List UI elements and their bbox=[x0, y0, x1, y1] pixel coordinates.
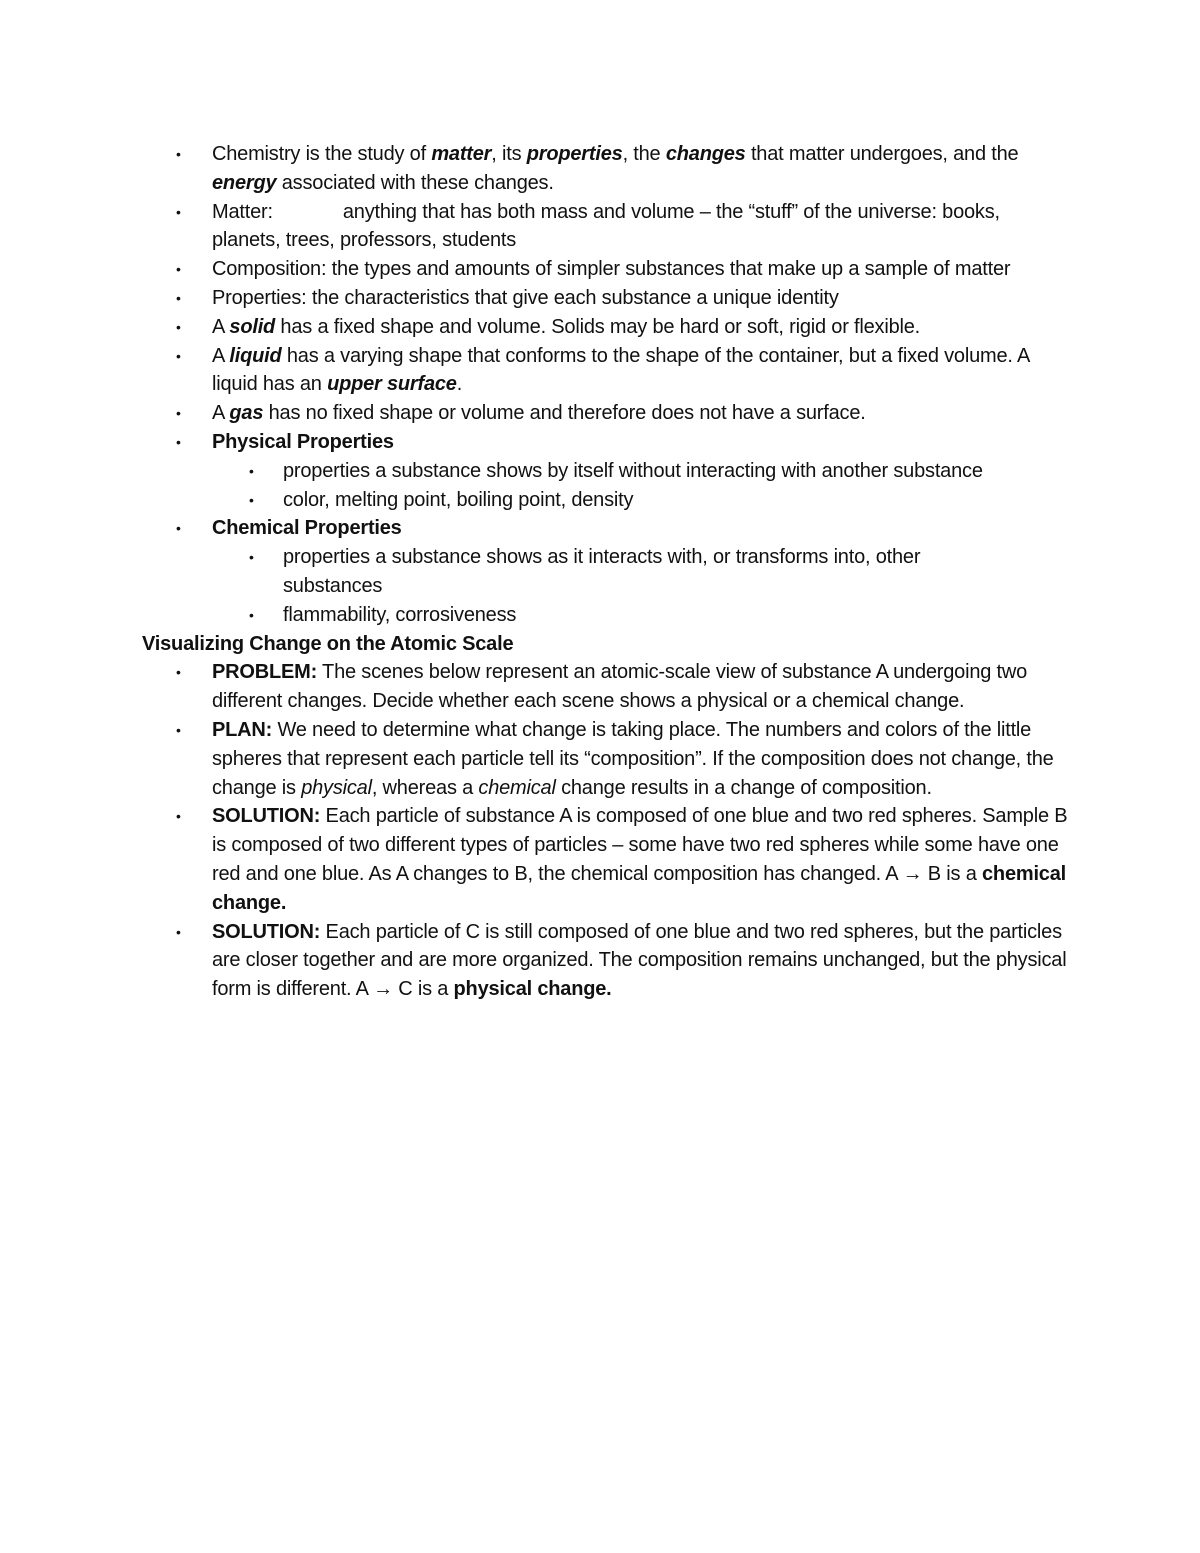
bullet: • bbox=[176, 318, 181, 335]
term-chemical: chemical bbox=[478, 776, 556, 799]
bullet: • bbox=[176, 721, 181, 738]
term-properties: properties bbox=[526, 143, 623, 165]
bullet: • bbox=[249, 491, 254, 508]
bullet: • bbox=[176, 520, 181, 537]
problem-label: PROBLEM: bbox=[212, 661, 318, 684]
term-changes: changes bbox=[665, 143, 746, 165]
result-chemical-change: chemical change. bbox=[212, 862, 1067, 914]
bullet: • bbox=[176, 203, 181, 220]
list-item-chemical-properties bbox=[0, 514, 1072, 543]
bullet: • bbox=[249, 606, 254, 623]
term-liquid: liquid bbox=[229, 344, 282, 367]
bullet: • bbox=[176, 923, 181, 940]
list-item-properties: • Properties: the characteristics that give each substance a unique identity bbox=[0, 284, 1072, 313]
term-gas: gas bbox=[229, 402, 264, 425]
plan-label: PLAN: bbox=[212, 718, 273, 741]
bullet: • bbox=[176, 808, 181, 825]
list-item-solid: • A solid has a fixed shape and volume. Solids may be hard or soft, rigid or flexible. bbox=[0, 313, 1072, 342]
bullet: • bbox=[249, 549, 254, 566]
arrow-icon: → bbox=[902, 862, 923, 885]
bullet: • bbox=[176, 433, 181, 450]
term-solid: solid bbox=[229, 315, 276, 338]
list-item-matter bbox=[0, 198, 1072, 256]
list-item-solution-2: • SOLUTION: Each particle of C is still composed of one blue and two red spheres, but the particles are closer together and are more organized. The composition remains unchanged, but the physical form is different. A → C is a physical change. bbox=[0, 918, 1072, 1004]
document-page bbox=[0, 140, 1200, 1004]
matter-text: anything that has both mass and volume – the “stuff” of the universe: books, planets, trees, professors, students bbox=[212, 200, 1000, 252]
result-physical-change: physical change. bbox=[453, 978, 612, 1001]
term-physical: physical bbox=[301, 776, 372, 799]
list-item-physical-properties bbox=[0, 428, 1072, 457]
list-item-chemistry-definition: • Chemistry is the study of matter, its properties, the changes that matter undergoes, and the energy associated with these changes. bbox=[0, 140, 1072, 198]
list-item-plan: • PLAN: We need to determine what change is taking place. The numbers and colors of the little spheres that represent each particle tell its “composition”. If the composition does not change, the change is physical, whereas a chemical change results in a change of composition. bbox=[0, 716, 1072, 802]
solution-label: SOLUTION: bbox=[212, 805, 321, 828]
bullet: • bbox=[176, 405, 181, 422]
term-matter: matter bbox=[431, 143, 492, 165]
sub-list-item: • color, melting point, boiling point, density bbox=[0, 486, 983, 515]
term-upper-surface: upper surface bbox=[327, 373, 457, 396]
list-item-liquid: • A liquid has a varying shape that conforms to the shape of the container, but a fixed volume. A liquid has an upper surface. bbox=[0, 342, 1072, 400]
matter-label: Matter: bbox=[212, 200, 273, 223]
list-item-problem: • PROBLEM: The scenes below represent an atomic-scale view of substance A undergoing two different changes. Decide whether each scene shows a physical or a chemical change. bbox=[0, 658, 1072, 716]
bullet: • bbox=[176, 289, 181, 306]
bullet: • bbox=[249, 462, 254, 479]
solution-label: SOLUTION: bbox=[212, 920, 321, 943]
list-item-composition: • Composition: the types and amounts of simpler substances that make up a sample of matter bbox=[0, 255, 1072, 284]
sub-list-item: • flammability, corrosiveness bbox=[0, 601, 983, 630]
arrow-icon: → bbox=[373, 978, 393, 1001]
bullet: • bbox=[176, 146, 181, 162]
term-energy: energy bbox=[212, 171, 277, 194]
list-item-solution-1: • SOLUTION: Each particle of substance A is composed of one blue and two red spheres. Sample B is composed of two different types of particles – some have two red spheres while some have one red and one blue. As A changes to B, the chemical composition has changed. A → B is a chemical change. bbox=[0, 802, 1072, 917]
bullet: • bbox=[176, 664, 181, 681]
bullet: • bbox=[176, 347, 181, 364]
bullet: • bbox=[176, 261, 181, 278]
physical-properties-title: Physical Properties bbox=[212, 430, 394, 453]
chemical-properties-title: Chemical Properties bbox=[212, 517, 402, 540]
sub-list-item: • properties a substance shows as it interacts with, or transforms into, other substances bbox=[0, 543, 983, 601]
list-item-gas: • A gas has no fixed shape or volume and therefore does not have a surface. bbox=[0, 399, 1072, 428]
sub-list-item: • properties a substance shows by itself without interacting with another substance bbox=[0, 457, 983, 486]
section-heading: Visualizing Change on the Atomic Scale bbox=[142, 632, 514, 655]
